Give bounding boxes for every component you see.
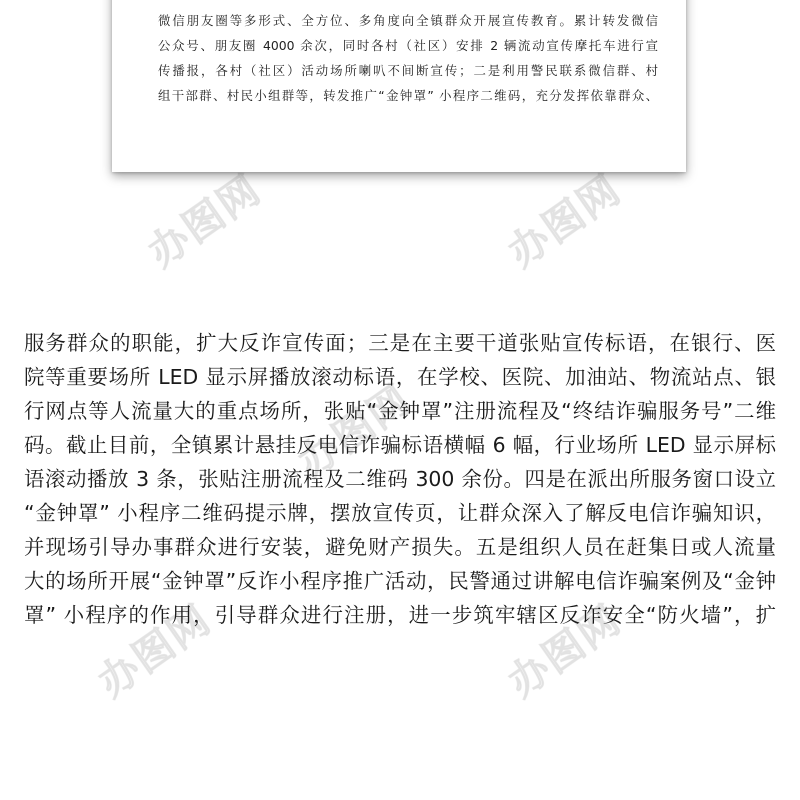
body-line: 行网点等人流量大的重点场所，张贴“金钟罩”注册流程及“终结诈骗服务号”二维 <box>24 399 776 423</box>
body-line: 罩” 小程序的作用，引导群众进行注册，进一步筑牢辖区反诈安全“防火墙”，扩 <box>24 603 776 627</box>
body-line: 院等重要场所 LED 显示屏播放滚动标语，在学校、医院、加油站、物流站点、银 <box>24 365 776 389</box>
body-line: 服务群众的职能，扩大反诈宣传面；三是在主要干道张贴宣传标语，在银行、医 <box>24 331 776 355</box>
body-line: 大的场所开展“金钟罩”反诈小程序推广活动，民警通过讲解电信诈骗案例及“金钟 <box>24 569 776 593</box>
body-line: 并现场引导办事群众进行安装，避免财产损失。五是组织人员在赶集日或人流量 <box>24 535 776 559</box>
watermark-logo: 办图网 <box>290 376 420 487</box>
body-line: “金钟罩” 小程序二维码提示牌，摆放宣传页，让群众深入了解反电信诈骗知识， <box>24 501 776 525</box>
document-preview-line: 传播报，各村（社区）活动场所喇叭不间断宣传；二是利用警民联系微信群、村 <box>158 63 658 78</box>
body-line: 语滚动播放 3 条，张贴注册流程及二维码 300 余份。四是在派出所服务窗口设立 <box>24 467 776 491</box>
document-preview-card <box>112 0 686 172</box>
body-line: 码。截止目前，全镇累计悬挂反电信诈骗标语横幅 6 幅，行业场所 LED 显示屏标 <box>24 433 776 457</box>
watermark-logo: 办图网 <box>90 596 220 707</box>
document-preview-line: 微信朋友圈等多形式、全方位、多角度向全镇群众开展宣传教育。累计转发微信 <box>158 13 658 28</box>
watermark-logo: 办图网 <box>500 166 630 277</box>
document-preview-line: 组干部群、村民小组群等，转发推广“金钟罩” 小程序二维码，充分发挥依靠群众、 <box>158 88 658 103</box>
main-body-text <box>24 326 776 632</box>
document-preview-line: 公众号、朋友圈 4000 余次，同时各村（社区）安排 2 辆流动宣传摩托车进行宣 <box>158 38 658 53</box>
watermark-logo: 办图网 <box>500 596 630 707</box>
watermark-logo: 办图网 <box>140 166 270 277</box>
document-preview-text <box>158 8 658 108</box>
